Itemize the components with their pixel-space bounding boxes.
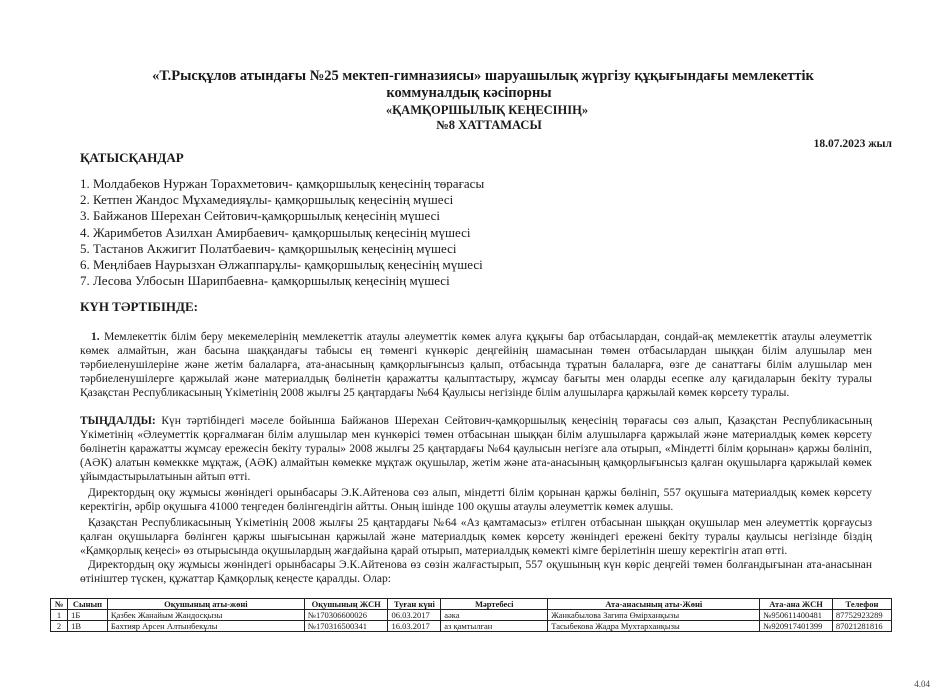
doc-title-line3: «ҚАМҚОРШЫЛЫҚ КЕҢЕСІНІҢ» <box>385 103 589 117</box>
table-header: № <box>51 599 68 610</box>
paragraph-3 <box>80 486 872 514</box>
table-cell: аз қамтылған <box>441 621 548 632</box>
agenda-text: Мемлекеттік білім беру мекемелерінің мемлекеттік атаулы әлеуметтік көмек алуға құқығы бар отбасылардан, сондай-ақ мемлекеттік атаулы әлеуметтік көмек алмайтын, жан басына шаққандағы табысы ең төменгі күнкөріс деңгейінің шамасынан төмен отбасылардан шыққан білім алушылар мен тәрбиеленушілеріне және жетім балаларға, ата-анасының қамқорлығынсыз қалып, отбасында тұратын балаларға, өзге де санаттағы білім алушылар мен тәрбиеленушілерге қаржылай және материалдық бөлінетін қаражатты қалыптастыру, жұмсау бағыты мен оларды есепке алу қағидаларын бекіту туралы Қазақстан Республикасының Үкіметінің 2008 жылғы 25 қаңтардағы №64 Қаулысы негізінде білім алушыларға қаржылай көмек көрсету туралы. <box>80 331 872 399</box>
participant-item: 4. Жаримбетов Азилхан Амирбаевич- қамқоршылық кеңесінің мүшесі <box>80 224 471 240</box>
table-cell: Бахтияр Арсен Алтынбекұлы <box>107 621 304 632</box>
table-cell: 87752923289 <box>832 610 891 621</box>
doc-title-line1: «Т.Рысқұлов атындағы №25 мектеп-гимназиясы» шаруашылық жүргізу құқығындағы мемлекеттік <box>152 68 814 84</box>
paragraph-4-text: Қазақстан Республикасының Үкіметінің 2008 жылғы 25 қаңтардағы №64 «Аз қамтамасыз» етілген отбасынан шыққан оқушылар мен әлеуметтік қорғаусыз қалған оқушыларға бөлінген қаржы шығысынан қаржылай және материалдық көмек көрсету жөніндегі ережені бекіту туралы қаулысы негізінде біздің «Қамқорлық кеңесі» өз отырысында оқушылардың жағдайына қарай отырып, материалдық көмекті кімге берілетінін шешу керектігін атап өтті. <box>80 517 872 557</box>
table-row <box>51 610 892 621</box>
paragraph-5 <box>80 558 872 586</box>
table-header: Сынып <box>68 599 108 610</box>
table-header: Телефон <box>832 599 891 610</box>
agenda-heading: КҮН ТӘРТІБІНДЕ: <box>80 299 198 314</box>
table-cell: №170316500341 <box>304 621 388 632</box>
table-cell: Жанкабылова Загипа Өмірханқызы <box>548 610 760 621</box>
table-cell: №950611400481 <box>760 610 833 621</box>
table-header: Мәртебесі <box>441 599 548 610</box>
table-cell: 87021281816 <box>832 621 891 632</box>
table-header: Ата-анасының аты-Жөні <box>548 599 760 610</box>
doc-title-line4: №8 ХАТТАМАСЫ <box>436 118 542 132</box>
participant-item: 7. Лесова Улбосын Шарипбаевна- қамқоршылық кеңесінің мүшесі <box>80 273 450 289</box>
table-header: Туған күні <box>388 599 441 610</box>
table-cell: 2 <box>51 621 68 632</box>
table-header: Ата-ана ЖСН <box>760 599 833 610</box>
participant-item: 6. Меңлібаев Наурызхан Әлжаппарұлы- қамқоршылық кеңесінің мүшесі <box>80 257 483 273</box>
participant-item: 2. Кетпен Жандос Мұхамедияұлы- қамқоршылық кеңесінің мүшесі <box>80 192 454 208</box>
paragraph-3-text: Директордың оқу жұмысы жөніндегі орынбасары Э.К.Айтенова сөз алып, міндетті білім қорынан қаржы бөлініп, 557 оқушыға материалдық көмек көрсету керектігін, әрбір оқушыға 41000 теңгеден бөлінгендігін айтты. Оның ішінде 100 оқушы атаулы әлеуметтік көмек алушы. <box>80 487 872 513</box>
paragraph-5-text: Директордың оқу жұмысы жөніндегі орынбасары Э.К.Айтенова өз сөзін жалғастырып, 557 оқушының күн көріс деңгейі төмен болғандығынан ата-анасынан өтініштер түскен, құжаттар Қамқорлық кеңесте қаралды. Олар: <box>80 559 872 585</box>
table-cell: №920917401399 <box>760 621 833 632</box>
table-cell: аәка <box>441 610 548 621</box>
doc-date: 18.07.2023 жыл <box>813 138 892 150</box>
participant-item: 3. Байжанов Шерехан Сейтович-қамқоршылық кеңесінің мүшесі <box>80 208 440 224</box>
table-cell: 1Б <box>68 610 108 621</box>
scan-mark: 4.04 <box>914 679 930 689</box>
heard-text: Күн тәртібіндегі мәселе бойынша Байжанов Шерехан Сейтович-қамқоршылық кеңесінің төрағасы сөз алып, Қазақстан Республикасының Үкіметінің «Әлеуметтік қорғалмаған білім алушылар мен күнкөрісі төмен отбасынан шыққан білім алушыларға қаржылай және материалдық көмек көрсету бөлінетін қаражатты жұмсау ережесін бекіту туралы» 2008 жылғы 25 қаңтардағы №64 қаулысын негізге ала отырып, «Міндетті білім қорынан» қаржы бөлініп, (АӘК) алатын көмеккке мұқтаж, (АӘК) алмайтын көмекке мұқтаж оқушылар, жетім және ата-анасының қамқорлығынсыз қалған оқушыларға қаржылай көмек ұйымдастырылатынын айтып өтті. <box>80 415 872 483</box>
table-header: Оқушының аты-жөні <box>107 599 304 610</box>
table-cell: 1 <box>51 610 68 621</box>
paragraph-4 <box>80 516 872 558</box>
students-table <box>50 598 892 632</box>
participants-list <box>80 176 484 289</box>
table-cell: 06.03.2017 <box>388 610 441 621</box>
participant-item: 1. Молдабеков Нуржан Торахметович- қамқоршылық кеңесінің төрағасы <box>80 176 485 191</box>
table-header: Оқушының ЖСН <box>304 599 388 610</box>
table-cell: Қазбек Жанайым Жандосқызы <box>107 610 304 621</box>
heard-paragraph <box>80 414 872 484</box>
participant-item: 5. Тастанов Акжигит Полатбаевич- қамқоршылық кеңесінің мүшесі <box>80 240 457 256</box>
participants-heading: ҚАТЫСҚАНДАР <box>80 150 184 165</box>
agenda-paragraph <box>80 330 872 400</box>
table-row <box>51 621 892 632</box>
table-cell: Тасыбекова Жадра Мухтарханқызы <box>548 621 760 632</box>
doc-title-line2: коммуналдық кәсіпорны <box>386 85 552 101</box>
table-header-row <box>51 599 892 610</box>
table-cell: 16.03.2017 <box>388 621 441 632</box>
table-cell: №170306600026 <box>304 610 388 621</box>
agenda-number: 1. <box>91 331 100 343</box>
heard-label: ТЫҢДАЛДЫ: <box>80 415 156 427</box>
table-cell: 1В <box>68 621 108 632</box>
